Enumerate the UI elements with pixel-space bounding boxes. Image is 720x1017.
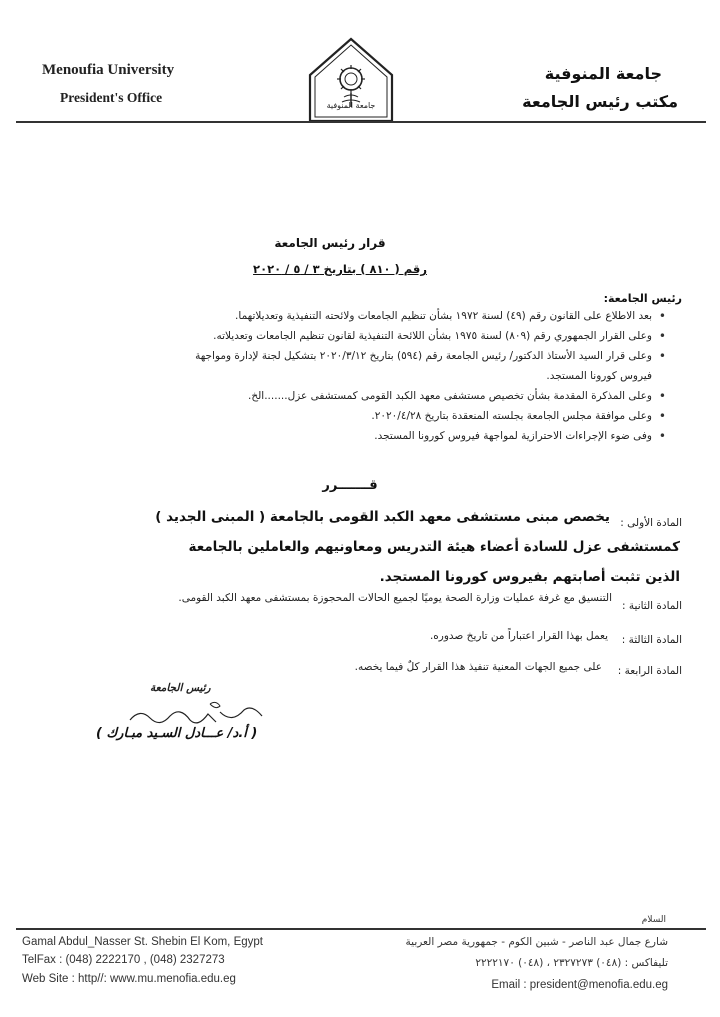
ar-university-name: جامعة المنوفية bbox=[544, 64, 662, 83]
logo-emblem-icon bbox=[306, 35, 396, 127]
article-4-text: على جميع الجهات المعنية تنفيذ هذا القرار كلٌ فيما يخصه. bbox=[354, 661, 602, 673]
footer-en-website: Web Site : http//: www.mu.menofia.edu.eg bbox=[22, 973, 236, 985]
recital-item: • وعلى موافقة مجلس الجامعة بجلسته المنعقدة بتاريخ ٢٠٢٠/٤/٢٨. bbox=[54, 406, 674, 426]
signature-title: رئيس الجامعة bbox=[150, 682, 211, 694]
article-1-line: الذين تثبت أصابتهم بفيروس كورونا المستجد. bbox=[379, 569, 680, 585]
footer-divider bbox=[16, 928, 706, 930]
signatory-name: ( أ.د/ عـــادل السـيد مبـارك ) bbox=[96, 726, 258, 741]
en-office-name: President's Office bbox=[60, 90, 163, 105]
recital-item: • وعلى قرار السيد الأستاذ الدكتور/ رئيس الجامعة رقم (٥٩٤) بتاريخ ٢٠٢٠/٣/١٢ بتشكيل لجنة لإدارة ومواجهة bbox=[54, 346, 674, 366]
article-3-label: المادة الثالثة : bbox=[621, 634, 682, 646]
footer-en-telfax: TelFax : (048) 2222170 , (048) 2327273 bbox=[22, 954, 225, 966]
footer-email: Email : president@menofia.edu.eg bbox=[491, 979, 668, 991]
recital-item: • وفى ضوء الإجراءات الاحترازية لمواجهة فيروس كورونا المستجد. bbox=[54, 426, 674, 446]
logo-caption: جامعة المنوفية bbox=[326, 101, 376, 110]
decision-authority: رئيس الجامعة: bbox=[603, 292, 682, 305]
footer-ar-address: شارع جمال عبد الناصر - شبين الكوم - جمهورية مصر العربية bbox=[405, 936, 668, 948]
recital-item: • وعلى المذكرة المقدمة بشأن تخصيص مستشفى معهد الكبد القومى كمستشفى عزل.......الخ. bbox=[54, 386, 674, 406]
article-2-label: المادة الثانية : bbox=[622, 600, 682, 612]
article-3-text: يعمل بهذا القرار اعتباراً من تاريخ صدوره. bbox=[429, 630, 608, 642]
footer-en-address: Gamal Abdul_Nasser St. Shebin El Kom, Egypt bbox=[22, 936, 263, 948]
article-1-line: يخصص مبنى مستشفى معهد الكبد القومى بالجامعة ( المبنى الجديد ) bbox=[155, 509, 610, 525]
decides-heading: قـــــــرر bbox=[322, 478, 378, 493]
recital-item: • بعد الاطلاع على القانون رقم (٤٩) لسنة ١٩٧٢ بشأن تنظيم الجامعات ولائحته التنفيذية وتعديلاتهما. bbox=[54, 306, 674, 326]
decision-title: قرار رئيس الجامعة bbox=[274, 236, 386, 250]
ar-office-name: مكتب رئيس الجامعة bbox=[522, 92, 678, 111]
article-2-text: التنسيق مع غرفة عمليات وزارة الصحة يوميًا لجميع الحالات المحجوزة بمستشفى معهد الكبد القومى. bbox=[178, 592, 612, 604]
university-logo bbox=[306, 35, 396, 127]
article-1-label: المادة الأولى : bbox=[620, 517, 682, 529]
recitals-list bbox=[54, 306, 674, 446]
recital-item: • وعلى القرار الجمهوري رقم (٨٠٩) لسنة ١٩٧٥ بشأن اللائحة التنفيذية لقانون تنظيم الجامعات وتعديلاته. bbox=[54, 326, 674, 346]
article-4-label: المادة الرابعة : bbox=[617, 665, 682, 677]
footer-ar-telfax: تليفاكس : (٠٤٨) ٢٣٢٧٢٧٣ ، (٠٤٨) ٢٢٢٢١٧٠ bbox=[475, 957, 668, 969]
header-divider bbox=[16, 121, 706, 123]
decision-number: رقم ( ٨١٠ ) بتاريخ ٣ / ٥ / ٢٠٢٠ bbox=[253, 262, 427, 276]
footer-ar-corner: السلام bbox=[641, 915, 666, 925]
article-1-line: كمستشفى عزل للسادة أعضاء هيئة التدريس ومعاونيهم والعاملين بالجامعة bbox=[188, 539, 680, 555]
recital-item-continuation: فيروس كورونا المستجد. bbox=[546, 370, 652, 382]
en-university-name: Menoufia University bbox=[42, 62, 175, 78]
